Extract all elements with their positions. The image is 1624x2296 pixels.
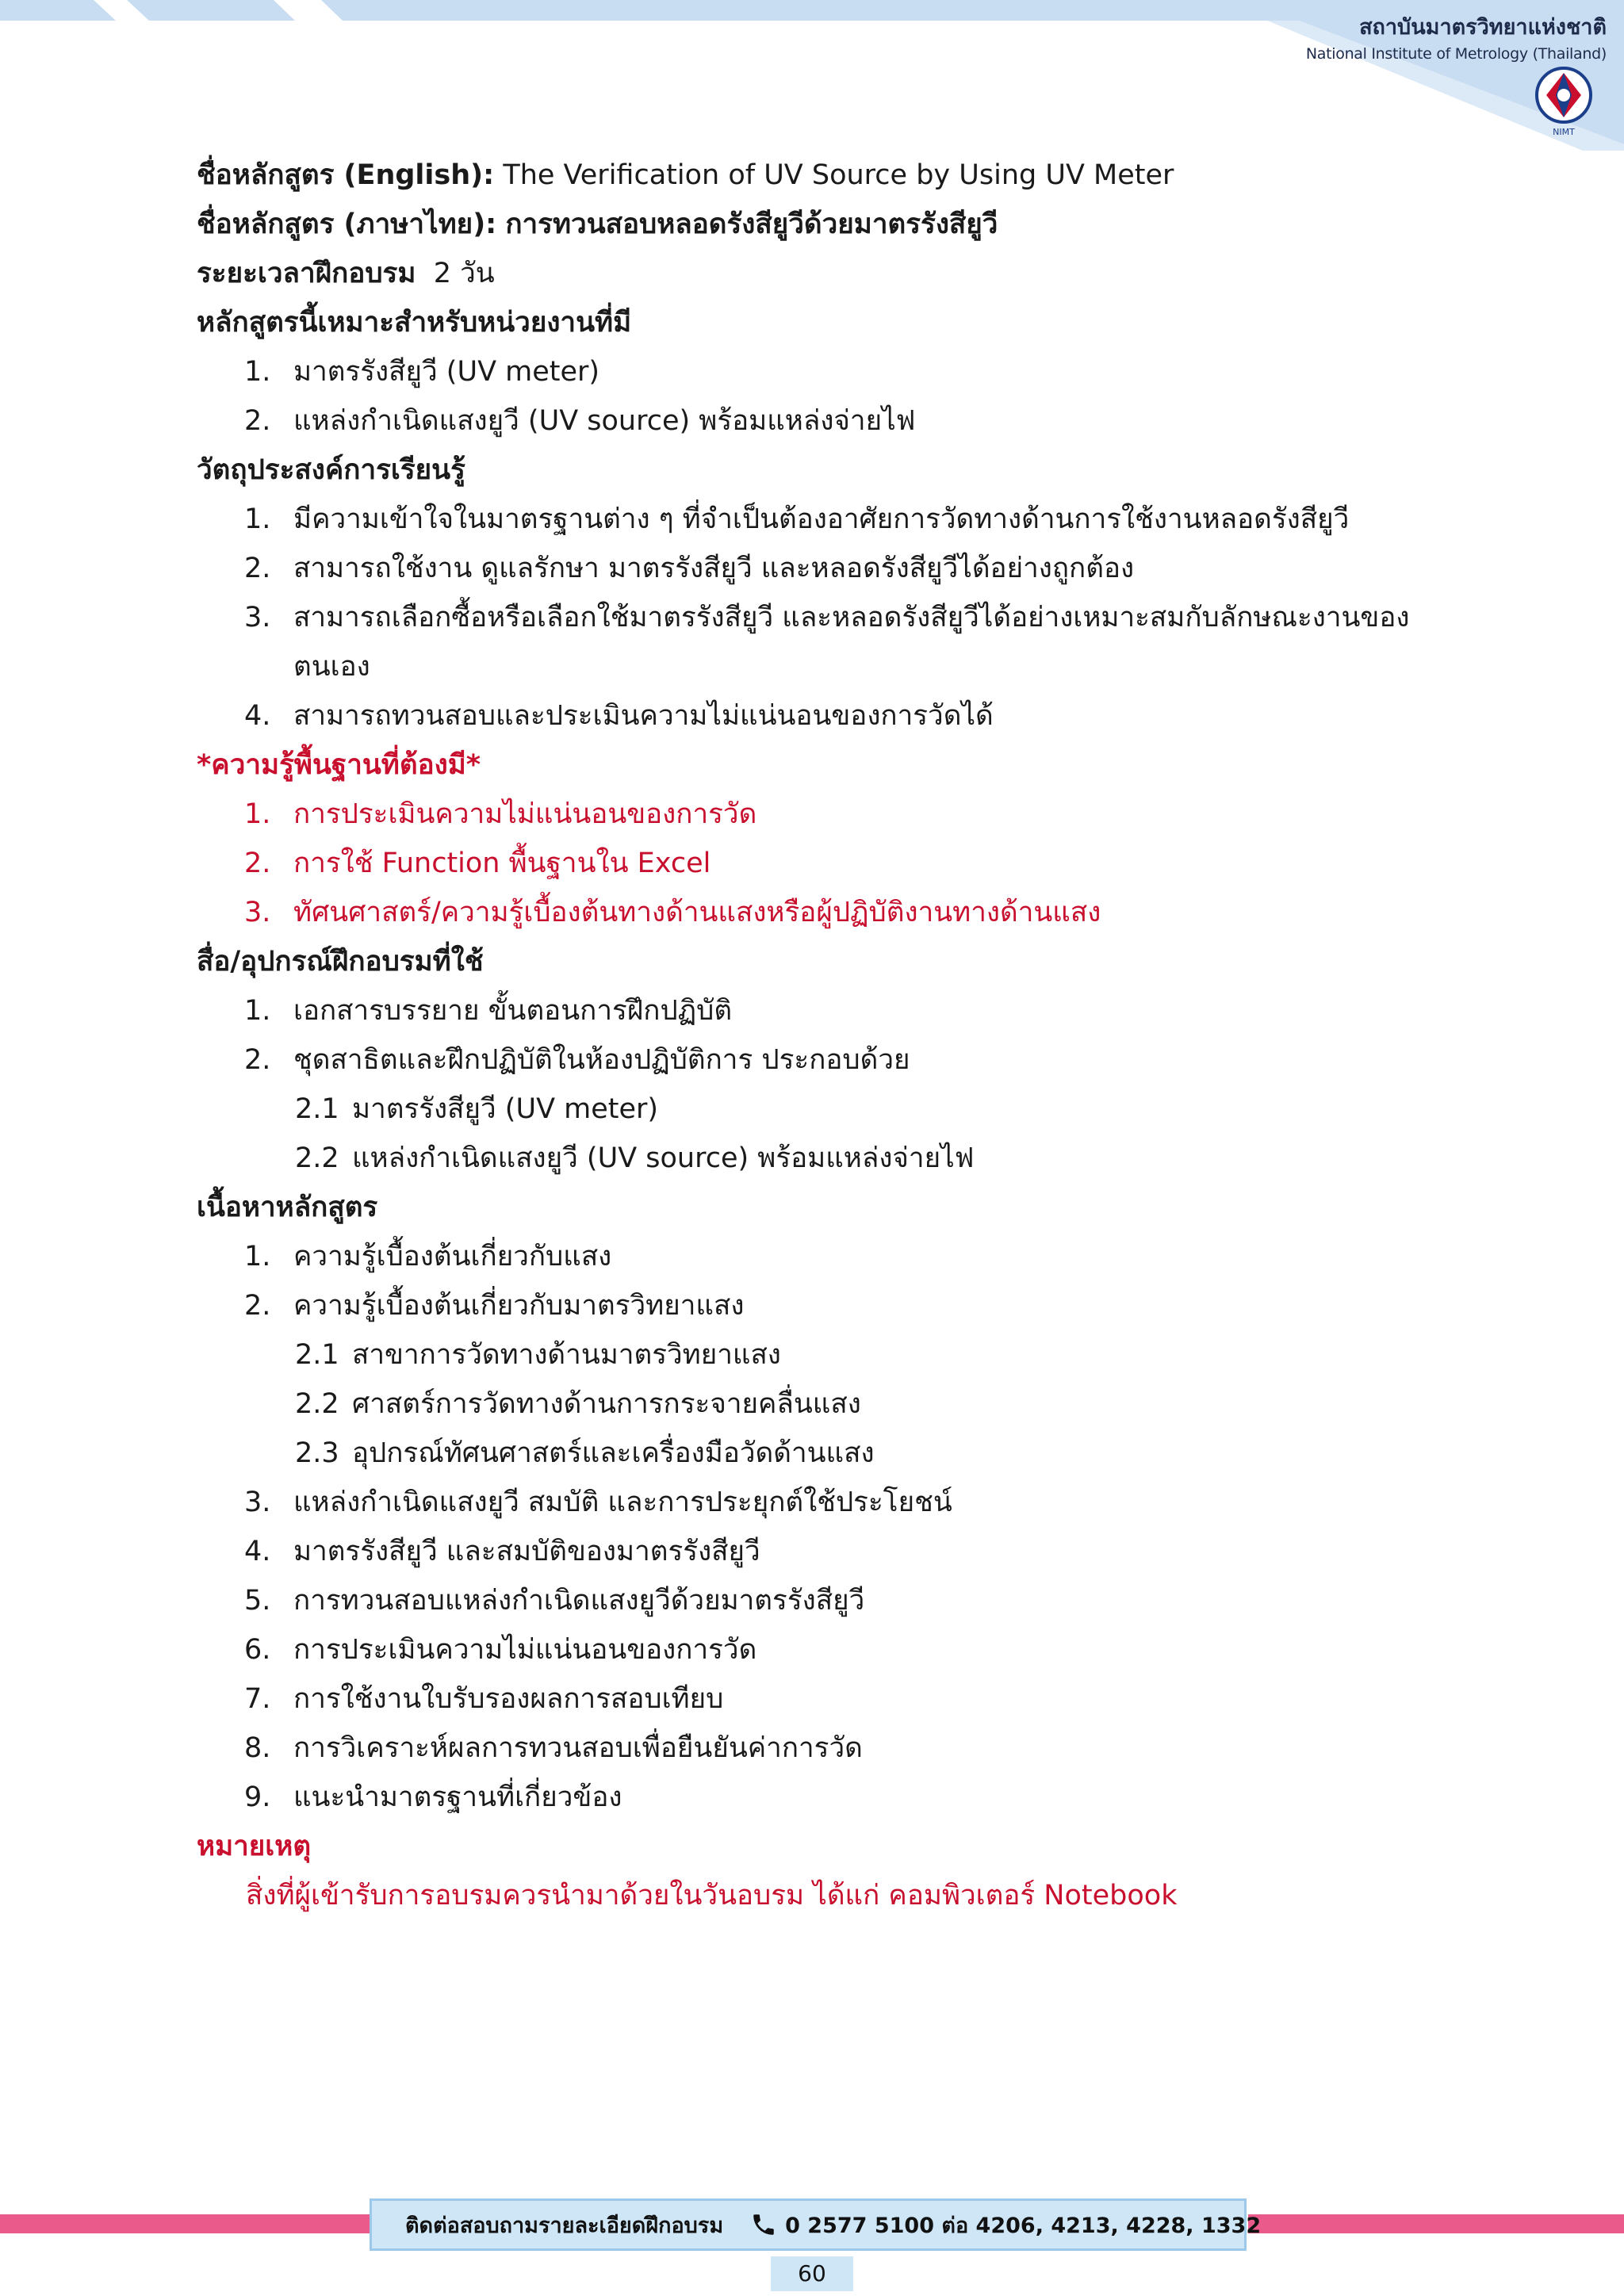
org-name-english: National Institute of Metrology (Thailand) — [1305, 45, 1607, 63]
list-item: 2. การใช้ Function พื้นฐานใน Excel — [244, 848, 711, 879]
list-item: 2. แหล่งกำเนิดแสงยูวี (UV source) พร้อมแหล่งจ่ายไฟ — [244, 405, 916, 437]
sub-list-item: 2.3 อุปกรณ์ทัศนศาสตร์และเครื่องมือวัดด้านแสง — [295, 1437, 875, 1469]
title-th-label: ชื่อหลักสูตร (ภาษาไทย): — [197, 209, 497, 240]
course-title-thai — [197, 200, 1545, 249]
section-heading-prerequisites: *ความรู้พื้นฐานที่ต้องมี* — [197, 749, 481, 781]
org-name-thai: สถาบันมาตรวิทยาแห่งชาติ — [1359, 15, 1607, 40]
list-item-continuation: ตนเอง — [293, 651, 370, 683]
section-heading-audience: หลักสูตรนี้เหมาะสำหรับหน่วยงานที่มี — [197, 307, 632, 339]
page-number: 60 — [771, 2256, 853, 2291]
note-text: สิ่งที่ผู้เข้ารับการอบรมควรนำมาด้วยในวันอบรม ได้แก่ คอมพิวเตอร์ Notebook — [246, 1880, 1178, 1911]
list-item: 5. การทวนสอบแหล่งกำเนิดแสงยูวีด้วยมาตรรังสียูวี — [244, 1585, 865, 1617]
sub-list-item: 2.1 มาตรรังสียูวี (UV meter) — [295, 1093, 659, 1125]
list-item: 1. มีความเข้าใจในมาตรฐานต่าง ๆ ที่จำเป็นต้องอาศัยการวัดทางด้านการใช้งานหลอดรังสียูวี — [244, 503, 1350, 535]
title-en-label: ชื่อหลักสูตร (English): — [197, 159, 495, 191]
section-heading-content: เนื้อหาหลักสูตร — [197, 1192, 378, 1223]
footer-stripe-left — [0, 2214, 371, 2233]
organization-name — [1306, 10, 1607, 63]
list-item: 1. การประเมินความไม่แน่นอนของการวัด — [244, 798, 757, 830]
nimt-logo-icon — [1526, 62, 1602, 138]
course-duration — [197, 249, 1545, 298]
list-item: 3. ทัศนศาสตร์/ความรู้เบื้องต้นทางด้านแสงหรือผู้ปฏิบัติงานทางด้านแสง — [244, 897, 1101, 928]
list-item: 2. ความรู้เบื้องต้นเกี่ยวกับมาตรวิทยาแสง — [244, 1290, 745, 1322]
footer-stripe-right — [1248, 2214, 1624, 2233]
section-heading-materials: สื่อ/อุปกรณ์ฝึกอบรมที่ใช้ — [197, 946, 484, 978]
course-description — [197, 151, 1545, 1920]
list-item: 9. แนะนำมาตรฐานที่เกี่ยวข้อง — [244, 1781, 622, 1813]
list-item: 2. ชุดสาธิตและฝึกปฏิบัติในห้องปฏิบัติการ ประกอบด้วย — [244, 1044, 910, 1076]
list-item: 8. การวิเคราะห์ผลการทวนสอบเพื่อยืนยันค่าการวัด — [244, 1732, 863, 1764]
contact-phone: 0 2577 5100 ต่อ 4206, 4213, 4228, 1332 — [785, 2213, 1262, 2238]
phone-icon — [750, 2211, 777, 2238]
list-item: 2. สามารถใช้งาน ดูแลรักษา มาตรรังสียูวี และหลอดรังสียูวีได้อย่างถูกต้อง — [244, 553, 1135, 584]
sub-list-item: 2.1 สาขาการวัดทางด้านมาตรวิทยาแสง — [295, 1339, 781, 1371]
course-title-english — [197, 151, 1545, 200]
section-heading-note: หมายเหตุ — [197, 1831, 312, 1862]
svg-text:NIMT: NIMT — [1553, 127, 1575, 137]
footer-contact-box — [370, 2198, 1262, 2251]
list-item: 7. การใช้งานใบรับรองผลการสอบเทียบ — [244, 1683, 724, 1715]
title-th-value: การทวนสอบหลอดรังสียูวีด้วยมาตรรังสียูวี — [505, 209, 998, 240]
duration-label: ระยะเวลาฝึกอบรม — [197, 258, 416, 289]
list-item: 6. การประเมินความไม่แน่นอนของการวัด — [244, 1634, 757, 1666]
title-en-value: The Verification of UV Source by Using UV Meter — [503, 159, 1174, 191]
sub-list-item: 2.2 ศาสตร์การวัดทางด้านการกระจายคลื่นแสง — [295, 1388, 861, 1420]
list-item: 3. แหล่งกำเนิดแสงยูวี สมบัติ และการประยุกต์ใช้ประโยชน์ — [244, 1487, 952, 1518]
list-item: 1. มาตรรังสียูวี (UV meter) — [244, 356, 600, 388]
sub-list-item: 2.2 แหล่งกำเนิดแสงยูวี (UV source) พร้อมแหล่งจ่ายไฟ — [295, 1142, 975, 1174]
list-item: 1. เอกสารบรรยาย ขั้นตอนการฝึกปฏิบัติ — [244, 995, 733, 1027]
list-item: 1. ความรู้เบื้องต้นเกี่ยวกับแสง — [244, 1241, 612, 1272]
section-heading-objectives: วัตถุประสงค์การเรียนรู้ — [197, 454, 465, 486]
list-item: 3. สามารถเลือกซื้อหรือเลือกใช้มาตรรังสียูวี และหลอดรังสียูวีได้อย่างเหมาะสมกับลักษณะงานของ — [244, 602, 1410, 633]
list-item: 4. มาตรรังสียูวี และสมบัติของมาตรรังสียูวี — [244, 1536, 760, 1567]
contact-label: ติดต่อสอบถามรายละเอียดฝึกอบรม — [405, 2213, 724, 2238]
duration-value: 2 วัน — [433, 258, 495, 289]
list-item: 4. สามารถทวนสอบและประเมินความไม่แน่นอนของการวัดได้ — [244, 700, 994, 732]
